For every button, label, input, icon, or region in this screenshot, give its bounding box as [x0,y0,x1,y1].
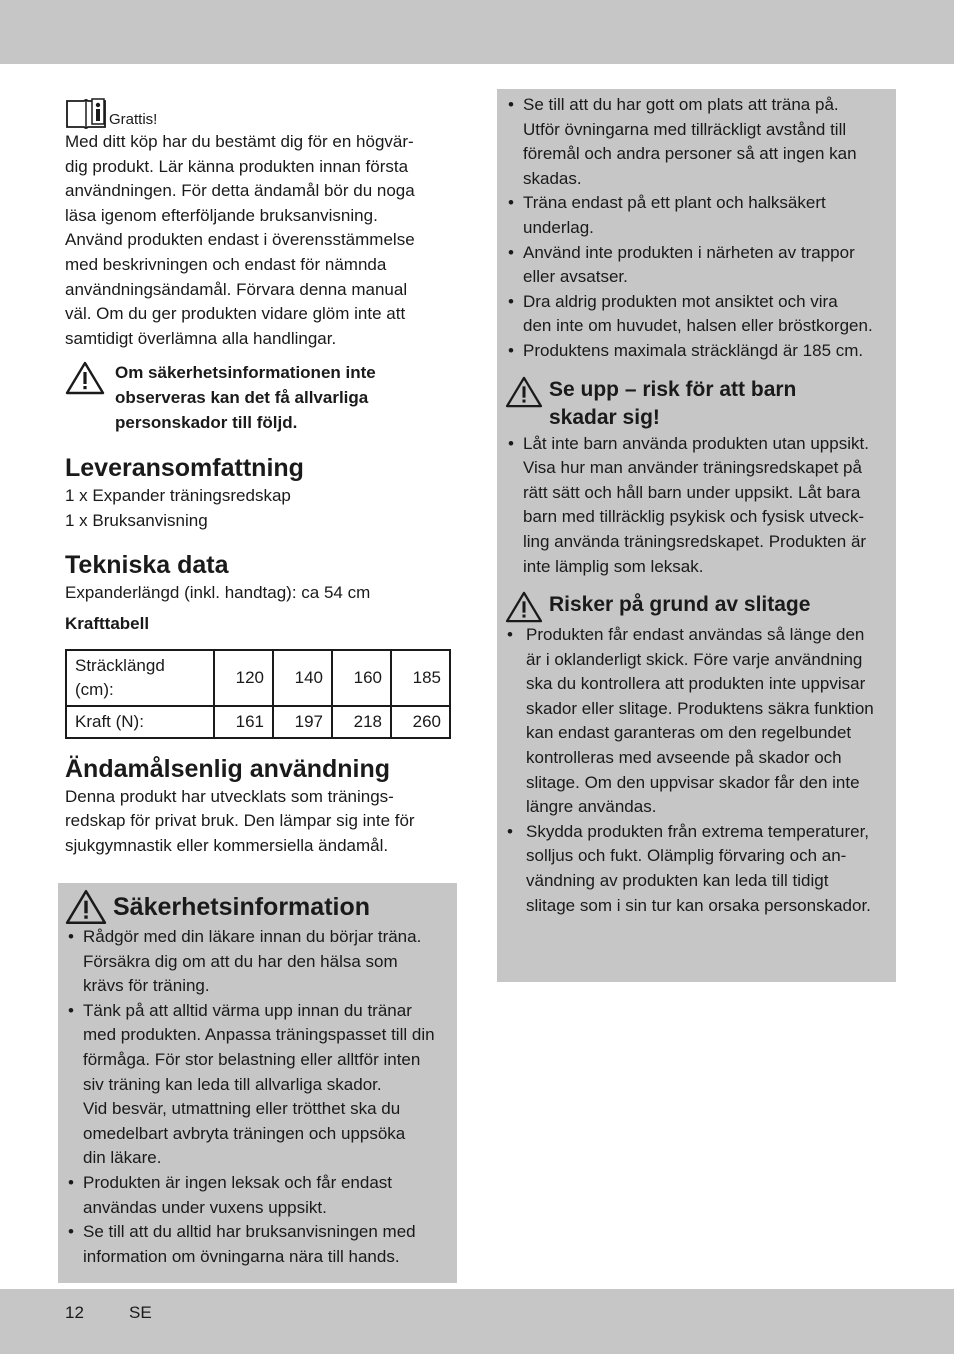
space-safety-list [505,93,888,364]
list-item: • Använd inte produkten i närheten av trappor eller avsatser. [505,241,888,290]
heading-tekniska-data: Tekniska data [65,551,229,580]
heading-leveransomfattning: Leveransomfattning [65,454,304,483]
force-table-title: Krafttabell [65,613,150,633]
table-cell: 120 [214,650,273,706]
children-list [505,432,888,580]
table-cell: 161 [214,706,273,738]
table-cell: 197 [273,706,332,738]
list-item: • Tänk på att alltid värma upp innan du tränar med produkten. Anpassa träningspasset till din förmåga. För stor belastning eller alltför inten siv träning kan leda till allvarliga skador. Vid besvär, utmattning eller trötthet ska du omedelbart avbryta träningen och uppsöka din läkare. [65,999,447,1171]
list-item: • Produktens maximala sträcklängd är 185 cm. [505,339,888,364]
left-column [65,96,455,858]
list-item: • Se till att du alltid har bruksanvisningen med information om övningarna nära till hands. [65,1220,447,1269]
expander-length: Expanderlängd (inkl. handtag): ca 54 cm [65,583,371,603]
table-cell: 218 [332,706,391,738]
table-cell: 160 [332,650,391,706]
force-table [65,649,451,739]
table-cell-label: Sträcklängd (cm): [66,650,214,706]
intro-grattis: Grattis! [109,111,158,128]
intro-warning-text: Om säkerhetsinformationen inte observeras kan det få allvarliga personskador till följd. [115,363,376,432]
header-band [0,0,954,64]
table-row [66,706,450,738]
intro-paragraph: Med ditt köp har du bestämt dig för en högvär- dig produkt. Lär känna produkten innan första användningen. För detta ändamål bör du noga läsa igenom efterföljande bruksanvisning. Använd produkten endast i överensstämmelse med beskrivningen och endast för nämnda användningsändamål. Förvara denna manual väl. Om du ger produkten vidare glöm inte att samtidigt överlämna alla handlingar. [65,132,415,348]
warning-triangle-icon [65,361,105,395]
wear-list [505,623,888,918]
table-cell: 260 [391,706,450,738]
table-cell: 185 [391,650,450,706]
delivery-list: 1 x Expander träningsredskap 1 x Bruksanvisning [65,486,291,530]
intro-warning [65,361,455,435]
heading-andamalsenlig: Ändamålsenlig användning [65,754,391,783]
book-info-icon [65,96,107,130]
page-number: 12 [65,1303,84,1322]
list-item: • Låt inte barn använda produkten utan uppsikt. Visa hur man använder träningsredskapet på rätt sätt och håll barn under uppsikt. Låt bara barn med tillräcklig psykisk och fysisk utveck- ling använda träningsredskapet. Produkten är inte lämplig som leksak. [505,432,888,580]
list-item: • Dra aldrig produkten mot ansiktet och vira den inte om huvudet, halsen eller bröstkorgen. [505,290,888,339]
children-warning-title: Se upp – risk för att barn skadar sig! [549,377,797,429]
warning-triangle-icon [65,889,107,925]
list-item: • Skydda produkten från extrema temperaturer, solljus och fukt. Olämplig förvaring och an- vändning av produkten kan leda till tidigt slitage som i sin tur kan orsaka personskador. [505,820,888,918]
wear-warning-title: Risker på grund av slitage [549,593,811,617]
table-cell-label: Kraft (N): [66,706,214,738]
safety-title-row [65,889,447,925]
wear-warning-heading [505,591,888,623]
list-item: • Träna endast på ett plant och halksäkert underlag. [505,191,888,240]
children-warning-heading [505,376,888,432]
list-item: • Se till att du har gott om plats att träna på. Utför övningarna med tillräckligt avstånd till föremål och andra personer så att ingen kan skadas. [505,93,888,191]
table-row [66,650,450,706]
table-cell: 140 [273,650,332,706]
safety-box [58,883,457,1283]
heading-sakerhetsinformation: Säkerhetsinformation [113,893,371,921]
warning-triangle-icon [505,591,543,623]
list-item: • Produkten är ingen leksak och får endast användas under vuxens uppsikt. [65,1171,447,1220]
warning-triangle-icon [505,376,543,408]
right-column [497,89,896,982]
intro-header [65,96,455,130]
page-language: SE [129,1303,152,1322]
list-item: • Rådgör med din läkare innan du börjar träna. Försäkra dig om att du har den hälsa som krävs för träning. [65,925,447,999]
intended-use-text: Denna produkt har utvecklats som tränings- redskap för privat bruk. Den lämpar sig inte för sjukgymnastik eller kommersiella ändamål. [65,786,415,855]
safety-list [65,925,447,1269]
list-item: • Produkten får endast användas så länge den är i oklanderligt skick. Före varje användning ska du kontrollera att produkten inte uppvisar skador eller slitage. Produktens säkra funktion kan endast garanteras om den regelbundet kontrolleras med avseende på skador och slitage. Om den uppvisar skador får den inte längre användas. [505,623,888,820]
